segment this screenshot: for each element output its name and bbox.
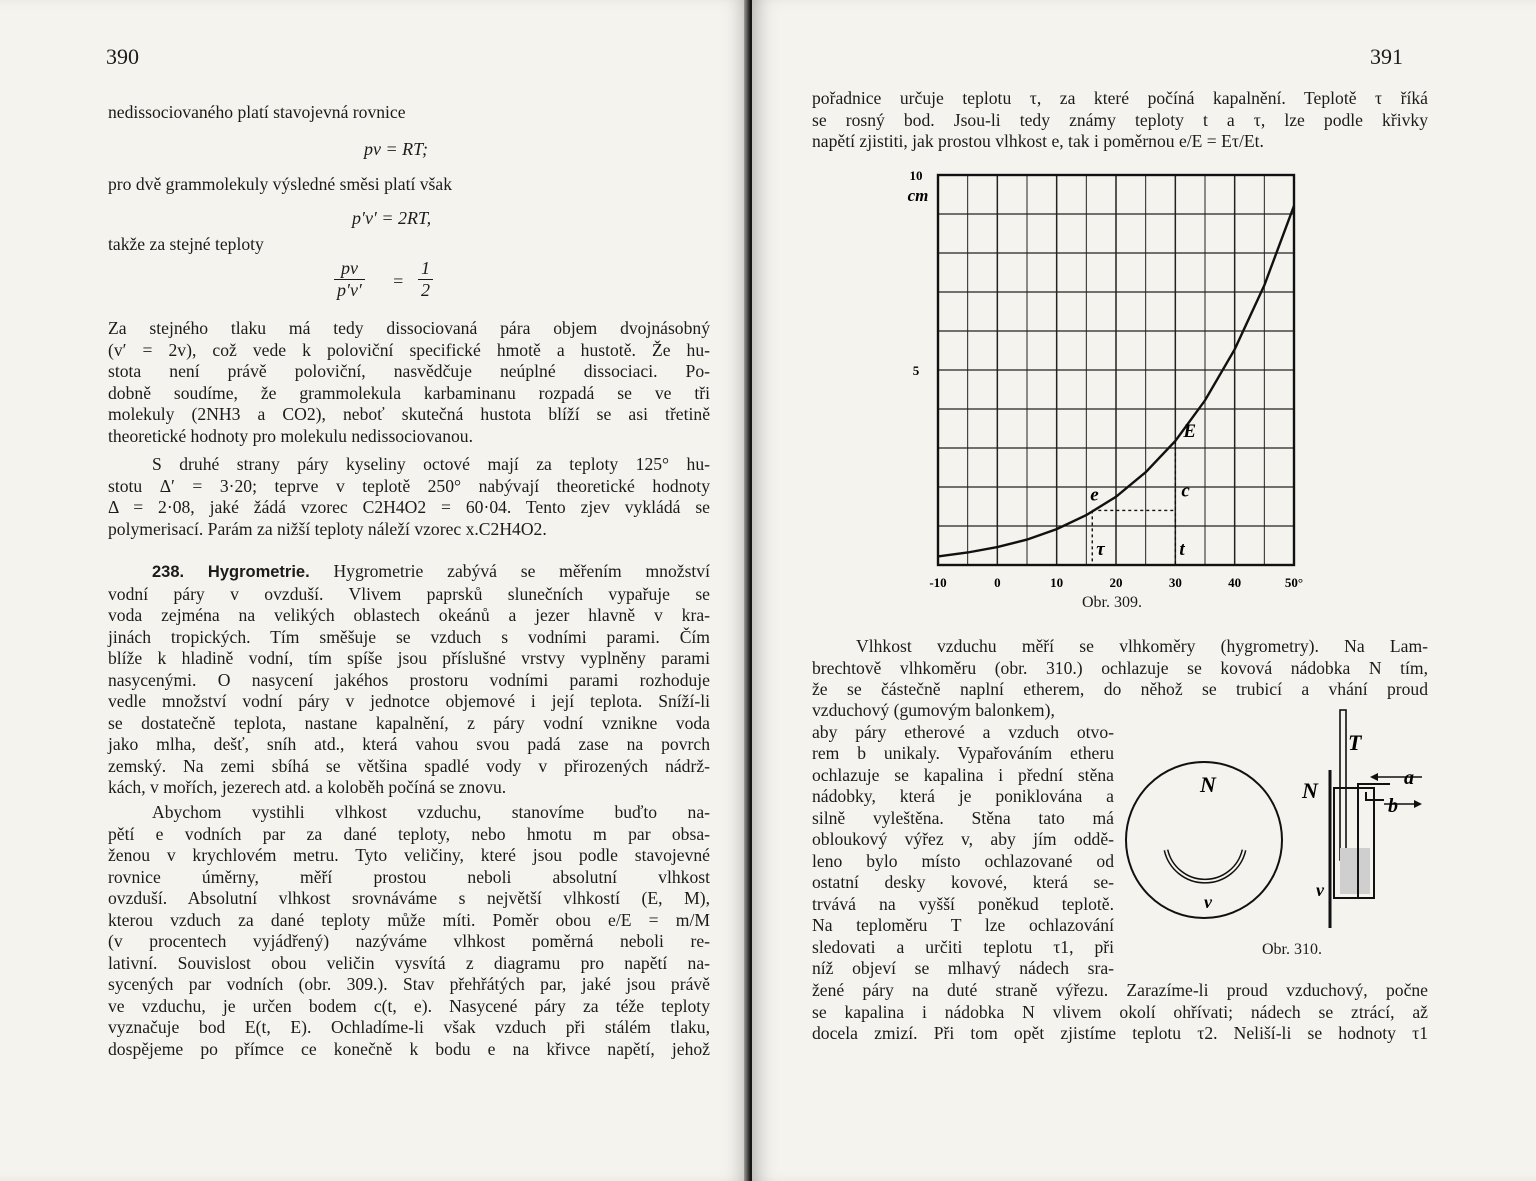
label-v-side: v (1316, 880, 1324, 900)
text-line: vyznačuje bod E(t, E). Ochladíme-li však vzduch při stálém tlaku, (108, 1017, 710, 1037)
text-line: ve vzduchu, je určen bodem c(t, e). Nasycené páry za téže teploty (108, 995, 710, 1016)
text-line: silně vyleštěna. Stěna tato má (812, 807, 1114, 828)
label-v-front: v (1204, 892, 1212, 912)
annotation-e: e (1090, 484, 1099, 506)
arc-cutout (1166, 850, 1244, 881)
text-line: (v procentech vyjádřený) nazýváme vlhkost poměrná neboli re- (108, 931, 710, 951)
text-line: se kapalina i nádobka N vlivem okolí ohřívati; nádech se ztrácí, až (812, 1001, 1428, 1022)
equation-1: pv = RT; (364, 139, 428, 159)
right-page (752, 0, 1536, 1181)
section-heading-line (108, 561, 710, 584)
chart-annotations (1090, 421, 1196, 560)
equation-3-rhs (418, 258, 433, 301)
text-line: jako mlha, dešť, sníh atd., která vahou svou padá zase na povrch (108, 734, 710, 754)
annotation-tau: τ (1096, 539, 1105, 560)
text-line: sledovati a určiti teplotu τ1, při (812, 936, 1114, 957)
text-line: rem b unikaly. Vypařováním etheru (812, 743, 1114, 763)
text-line: Vlhkost vzduchu měří se vlhkoměry (hygrometry). Na Lam- (856, 636, 1428, 656)
page-number-left: 390 (106, 44, 139, 69)
text-line: pořadnice určuje teplotu τ, za které počíná kapalnění. Teplotě τ říká (812, 88, 1428, 108)
text-line: dospějeme po přímce ce konečně k bodu e na křivce napětí, jehož (108, 1038, 710, 1059)
text-line: že se částečně naplní etherem, do něhož se trubicí a vhání proud (812, 679, 1428, 699)
text-line: ochlazuje se kapalina i přední stěna (812, 764, 1114, 785)
equation-3-lhs (334, 258, 365, 301)
text-line: lativní. Souvislost obou veličin vysvítá z diagramu pro napětí na- (108, 952, 710, 973)
text-line: se rosný bod. Jsou-li tedy známy teploty t a τ, lze podle křivky (812, 109, 1428, 130)
text-line: vodní páry v ovzduší. Vlivem paprsků slunečních vypařuje se (108, 583, 710, 604)
chart-grid (938, 175, 1294, 565)
eq3-rhs-denominator: 2 (421, 280, 430, 300)
x-tick-label: 30 (1168, 575, 1182, 590)
x-tick-label: 0 (994, 575, 1001, 590)
text-line: vedle množství vodní páry v jednotce objemové i její teplota. Sníží-li (108, 691, 710, 711)
text-line: ovzduší. Absolutní vlhkost srovnáváme s největší vlhkostí (E, M), (108, 888, 710, 908)
paragraph-lambrecht-end (812, 980, 1428, 1045)
text-line: se dostatečně teplota, nastane kapalnění, z páry vodní vznikne voda (108, 712, 710, 733)
text-line: blíže k hladině vodní, tím spíše jsou příslušné vrstvy vyplněny parami (108, 648, 710, 668)
paragraph-acetic-acid (108, 454, 710, 540)
text-line: aby páry etherové a vzduch otvo- (812, 721, 1114, 742)
x-tick-label: -10 (929, 575, 947, 590)
label-N-side: N (1302, 778, 1318, 803)
thermometer-T (1340, 710, 1346, 860)
text-line: pětí e vodních par za dané teploty, nebo hmotu m par obsa- (108, 823, 710, 844)
text-line: nasycenými. O nasycení jakéhos prostoru vodními parami rozhoduje (108, 669, 710, 690)
text-line: polymerisací. Parám za nižší teploty náleží vzorec x.C2H4O2. (108, 518, 547, 539)
section-first-text: Hygrometrie zabývá se měřením množství (333, 561, 710, 581)
text-line: (v′ = 2v), což vede k poloviční specifické hmotě a hustotě. Že hu- (108, 339, 710, 360)
arc-cutout-inner (1166, 850, 1244, 881)
paragraph-dissociation (108, 318, 710, 447)
text-line: nádobky, která je poniklována a (812, 786, 1114, 806)
chart-tick-labels (908, 168, 1303, 590)
text-line: Za stejného tlaku má tedy dissociovaná pára objem dvojnásobný (108, 318, 710, 338)
label-b: b (1388, 795, 1398, 817)
left-page (0, 0, 750, 1181)
text-line: stotu Δ′ = 3·20; teprve v teplotě 250° nabývají theoretické hodnoty (108, 475, 710, 496)
x-tick-label: 20 (1109, 575, 1123, 590)
text-line: Na teploměru T lze ochlazování (812, 915, 1114, 935)
paragraph-dew-point (812, 88, 1428, 153)
section-hygrometry (108, 561, 710, 799)
text-line: Δ = 2·08, jaké žádá vzorec C2H4O2 = 60·04. Tento zjev vykládá se (108, 497, 710, 517)
text-line: žené páry na duté straně výřezu. Zarazíme-li proud vzduchový, počne (812, 980, 1428, 1000)
annotation-c: c (1181, 480, 1190, 502)
eq3-rhs-numerator: 1 (418, 258, 433, 280)
text-line: sycených par vodních (obr. 309.). Stav přehřátých par, jaké jsou právě (108, 974, 710, 994)
text-line: voda zejména na velikých oblastech okeánů a jezer hlavně v kra- (108, 605, 710, 625)
eq3-equals: = (392, 271, 405, 291)
eq3-denominator: p′v′ (337, 280, 362, 300)
vapour-pressure-chart (902, 165, 1322, 595)
label-T: T (1348, 730, 1362, 755)
label-N-front: N (1200, 772, 1216, 797)
text-line: ženou v krychlovém metru. Tyto veličiny, které jsou podle stavojevné (108, 845, 710, 865)
text-line: stota není právě poloviční, nasvědčuje neúplné dissociaci. Po- (108, 361, 710, 381)
text-line: níž objeví se mlhavý nádech sra- (812, 958, 1114, 978)
text-line: dobně soudíme, že grammolekula karbaminanu rozpadá se ve tři (108, 382, 710, 403)
text-line: rovnice úměrny, měří prostou neboli absolutní vlhkost (108, 866, 710, 887)
section-number: 238. (152, 563, 185, 581)
intro-line-1: nedissociovaného platí stavojevná rovnice (108, 102, 406, 122)
equation-2: p′v′ = 2RT, (352, 208, 432, 228)
ether-liquid (1340, 848, 1370, 894)
text-line: obloukový výřez v, aby jím oddě- (812, 829, 1114, 849)
arrow-a-head (1370, 773, 1378, 781)
text-line: brechtově vlhkoměru (obr. 310.) ochlazuje se kovová nádobka N tím, (812, 657, 1428, 678)
paragraph-humidity (108, 802, 710, 1060)
text-line: zemský. Na zemi sbíhá se většina spadlé vody v přirozených nádrž- (108, 755, 710, 776)
x-tick-label: 50° (1284, 575, 1304, 590)
y-axis-unit-label: cm (907, 186, 929, 205)
label-a: a (1404, 767, 1414, 789)
annotation-t: t (1179, 539, 1185, 560)
arrow-b-head (1414, 800, 1422, 808)
x-tick-label: 10 (1050, 575, 1064, 590)
intro-line-3: takže za stejné teploty (108, 234, 264, 254)
page-number-right: 391 (1370, 44, 1403, 69)
text-line: molekuly (2NH3 a CO2), neboť skutečná hustota blíží se asi třetině (108, 404, 710, 424)
text-line: jinách tropických. Tím směšuje se vzduch s vodními parami. Čím (108, 626, 710, 647)
y-tick-label: 10 (909, 168, 923, 183)
text-line: S druhé strany páry kyseliny octové mají za teploty 125° hu- (152, 454, 710, 474)
figure-309-caption: Obr. 309. (1082, 594, 1142, 611)
text-line: napětí zjistiti, jak prostou vlhkost e, tak i poměrnou e/E = Eτ/Et. (812, 131, 1264, 151)
figure-310-caption: Obr. 310. (1262, 941, 1322, 958)
lambrecht-hygrometer-figure (1122, 700, 1422, 950)
paragraph-hygrometers (812, 636, 1428, 701)
text-line: Abychom vystihli vlhkost vzduchu, stanovíme buďto na- (152, 802, 710, 822)
y-tick-label: 5 (912, 363, 920, 378)
text-line: ostatní desky kovové, která se- (812, 872, 1114, 892)
annotation-E: E (1183, 420, 1197, 442)
text-line: theoretické hodnoty pro molekulu nedissociovanou. (108, 425, 473, 446)
intro-line-2: pro dvě grammolekuly výsledné směsi platí však (108, 174, 452, 194)
eq3-numerator: pv (334, 258, 365, 280)
paragraph-lambrecht-narrow (812, 700, 1114, 980)
text-line: kách, v mořích, jezerech atd. a koloběh počíná se znovu. (108, 777, 507, 797)
section-title: Hygrometrie. (207, 563, 310, 581)
text-line: docela zmizí. Při tom opět zjistíme teplotu τ2. Neliší-li se hodnoty τ1 (812, 1023, 1428, 1043)
x-tick-label: 40 (1228, 575, 1242, 590)
text-line: kterou vzduch za dané teploty může míti. Poměr obou e/E = m/M (108, 909, 710, 930)
text-line: trvává na vyšší poněkud teplotě. (812, 893, 1114, 914)
text-line: vzduchový (gumovým balonkem), (812, 700, 1055, 720)
text-line: leno bylo místo ochlazované od (812, 850, 1114, 871)
